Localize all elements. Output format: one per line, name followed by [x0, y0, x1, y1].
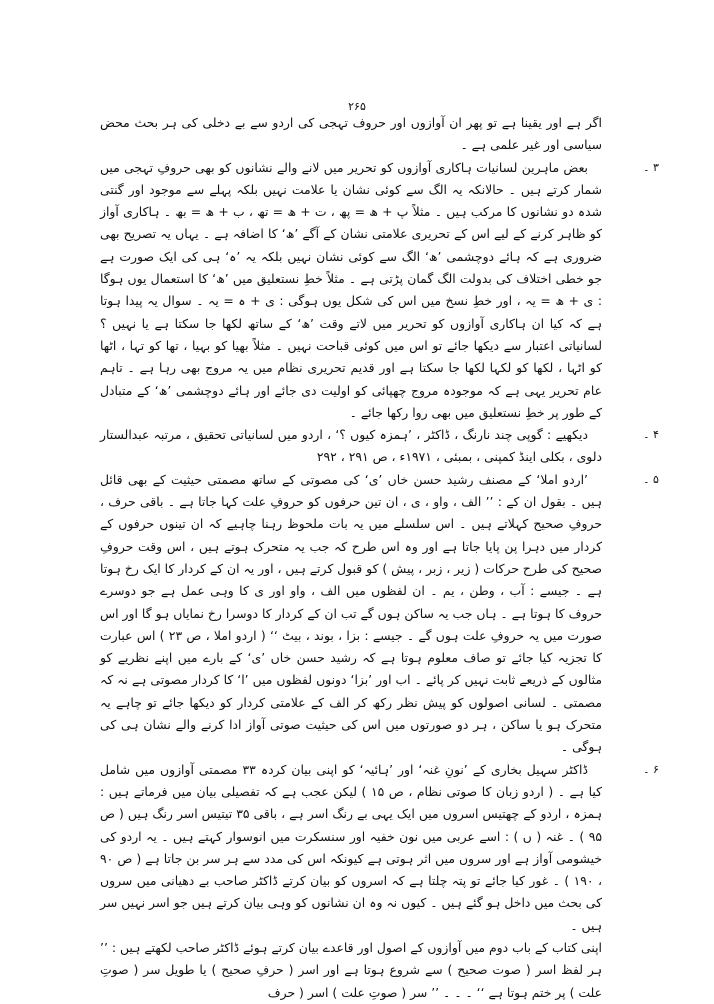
footnote-number: ۴ ۔: [643, 428, 659, 442]
footnote-4: [100, 424, 659, 469]
footnote-text: بعض ماہرین لسانیات ہاکاری آوازوں کو تحریر میں لانے والے نشانوں کو بھی حروفِ تہجی میں شمار کرتے ہیں ۔ حالانکہ یہ الگ سے کوئی نشان یا علامت نہیں بلکہ پہلے سے موجود اور گنتی شدہ دو نشانوں کا مرکب ہیں ۔ مثلاً پ + ھ = پھ ، ت + ھ = تھ ، ب + ھ = بھ ۔ ہاکاری آواز کو ظاہر کرنے کے لیے اس کے تحریری علامتی نشان کے آگے ’ھ‘ کا اضافہ ہے ۔ یہاں یہ تصریح بھی ضروری ہے کہ ہائے دوچشمی ’ھ‘ الگ سے کوئی نشان نہیں بلکہ یہ ’ہ‘ ہی کی ایک صورت ہے جو خطی اختلاف کی بدولت الگ گمان پڑتی ہے ۔ مثلاً خطِ نستعلیق میں ’ھ‘ کا استعمال یوں ہوگا : ی + ھ = یہ ، اور خطِ نسخ میں اس کی شکل یوں ہوگی : ی + ہ = یہ ۔ سوال یہ پیدا ہوتا ہے کہ کیا ان ہاکاری آوازوں کو تحریر میں لاتے وقت ’ھ‘ کے ساتھ لکھا جا سکتا ہے یا نہیں ؟ لسانیاتی اعتبار سے دیکھا جائے تو اس میں کوئی قباحت نہیں ۔ مثلاً بھیا کو بہیا ، تھا کو تہا ، اٹھا کو اٹہا ، لکھا کو لکہا لکھا جا سکتا ہے اور قدیم تحریری نظام میں یہ مروج بھی رہا ہے ۔ تاہم عام تحریر یہی ہے کہ موجودہ مروج چھپائی کو اولیت دی جائے اور ہائے دوچشمی ’ھ‘ کے متبادل کے طور پر خطِ نستعلیق میں بھی روا رکھا جائے ۔: [100, 159, 602, 420]
page-number: ۲۶۵: [348, 100, 366, 113]
footnote-number: ۳ ۔: [643, 160, 659, 174]
footnote-text: ’اردو املا‘ کے مصنف رشید حسن خاں ’ی‘ کی مصوتی کے ساتھ مصمتی حیثیت کے بھی قائل ہیں ۔ بقول ان کے : ’’ الف ، واو ، ی ، ان تین حرفوں کو حروفِ علت کہا جاتا ہے ۔ باقی حرف ، حروفِ صحیح کہلاتے ہیں ۔ اس سلسلے میں یہ بات ملحوظ رہنا چاہیے کہ ان تینوں حرفوں کے کردار میں دہرا پن پایا جاتا ہے اور وہ اس طرح کہ جب یہ متحرک ہوتے ہیں ، اس وقت حروفِ صحیح کی طرح حرکات ( زیر ، زبر ، پیش ) کو قبول کرتے ہیں ، اور یہ ان کے کردار کا ایک رخ ہوتا ہے ۔ جیسے : آب ، وطن ، یم ۔ ان لفظوں میں الف ، واو اور ی کا وہی عمل ہے جو دوسرے حروف کا ہوتا ہے ۔ ہاں جب یہ ساکن ہوں گے تب ان کے کردار کا دوسرا رخ نمایاں ہو گا اور اس صورت میں یہ حروفِ علت ہوں گے ۔ جیسے : بزا ، بوند ، بیٹ ‘‘ ( اردو املا ، ص ۲۳ ) اس عبارت کا تجزیہ کیا جائے تو صاف معلوم ہوتا ہے کہ رشید حسن خاں ’ی‘ کے بارے میں اپنے نظریے کو مثالوں کے ذریعے ثابت نہیں کر پائے ۔ اب اور ’بزا‘ دونوں لفظوں میں ’ا‘ کا کردار مصوتی ہے نہ کہ مصمتی ۔ لسانی اصولوں کو پیش نظر رکھ کر الف کے علامتی کردار کو دیکھا جائے تو چاہے یہ متحرک ہو یا ساکن ، ہر دو صورتوں میں اس کی حیثیت صوتی آواز ادا کرنے والے نشان ہی کی ہوگی ۔: [100, 471, 603, 755]
footnote-text: ڈاکٹر سہیل بخاری کے ’نونِ غنہ‘ اور ’ہائیہ‘ کو اپنی بیان کردہ ۳۳ مصمتی آوازوں میں شامل کیا ہے ۔ ( اردو زبان کا صوتی نظام ، ص ۱۵ ) لیکن عجب ہے کہ تفصیلی بیان میں فرماتے ہیں : ہمزہ ، اردو کے چھتیس اسروں میں ایک یہی بے رنگ اسر ہے ، باقی ۳۵ تیتیس اسر رنگ ہیں ( ص ۹۵ ) ۔ غنہ ( ں ) : اسے عربی میں نون خفیہ اور سنسکرت میں انوسوار کہتے ہیں ۔ یہ اردو کی خیشومی آواز ہے اور سروں میں اثر ہوتی ہے کیونکہ اس کی مدد سے ہر سر بن جاتا ہے ( ص ۹۰ ، ۱۹۰ ) ۔ غور کیا جائے تو پتہ چلتا ہے کہ اسروں کو بیان کرتے ڈاکٹر صاحب بے دھیانی میں سروں کی بحث میں داخل ہو گئے ہیں ۔ کیوں نہ وہ ان نشانوں کو وہی بیان کرتے ہیں جو اسر نہیں سر ہیں ۔: [100, 761, 602, 933]
footnote-number: ۶ ۔: [643, 762, 659, 776]
footnote-number: ۵ ۔: [643, 472, 659, 486]
footnote-6: [100, 759, 659, 937]
paragraph-text: اگر ہے اور یقینا ہے تو پھر ان آوازوں اور حروف تہجی کی اردو سے بے دخلی کی ہر بحث محض سیاسی اور غیر علمی ہے ۔: [100, 115, 602, 153]
footnote-5: [100, 469, 659, 759]
paragraph-final: [100, 937, 602, 1004]
body-text: [100, 112, 659, 1004]
footnote-text: دیکھیے : گوپی چند نارنگ ، ڈاکٹر ، ’ہمزہ کیوں ؟‘ ، اردو میں لسانیاتی تحقیق ، مرتبہ عبدالستار دلوی ، بکلی اینڈ کمپنی ، بمبئی ، ۱۹۷۱ء ، ص ۲۹۱ ، ۲۹۲: [100, 427, 602, 465]
paragraph-text: اپنی کتاب کے باب دوم میں آوازوں کے اصول اور قاعدے بیان کرتے ہوئے ڈاکٹر صاحب لکھتے ہیں : ’’ ہر لفظ اسر ( صوت صحیح ) سے شروع ہوتا ہے اور اسر ( حرفِ صحیح ) یا طویل سر ( صوتِ علت ) پر ختم ہوتا ہے ‘‘ ۔ ۔ ۔ ’’ سر ( صوتِ علت ) اسر ( حرف: [100, 939, 602, 1000]
paragraph-continuation: [100, 112, 602, 157]
footnote-3: [100, 157, 659, 425]
